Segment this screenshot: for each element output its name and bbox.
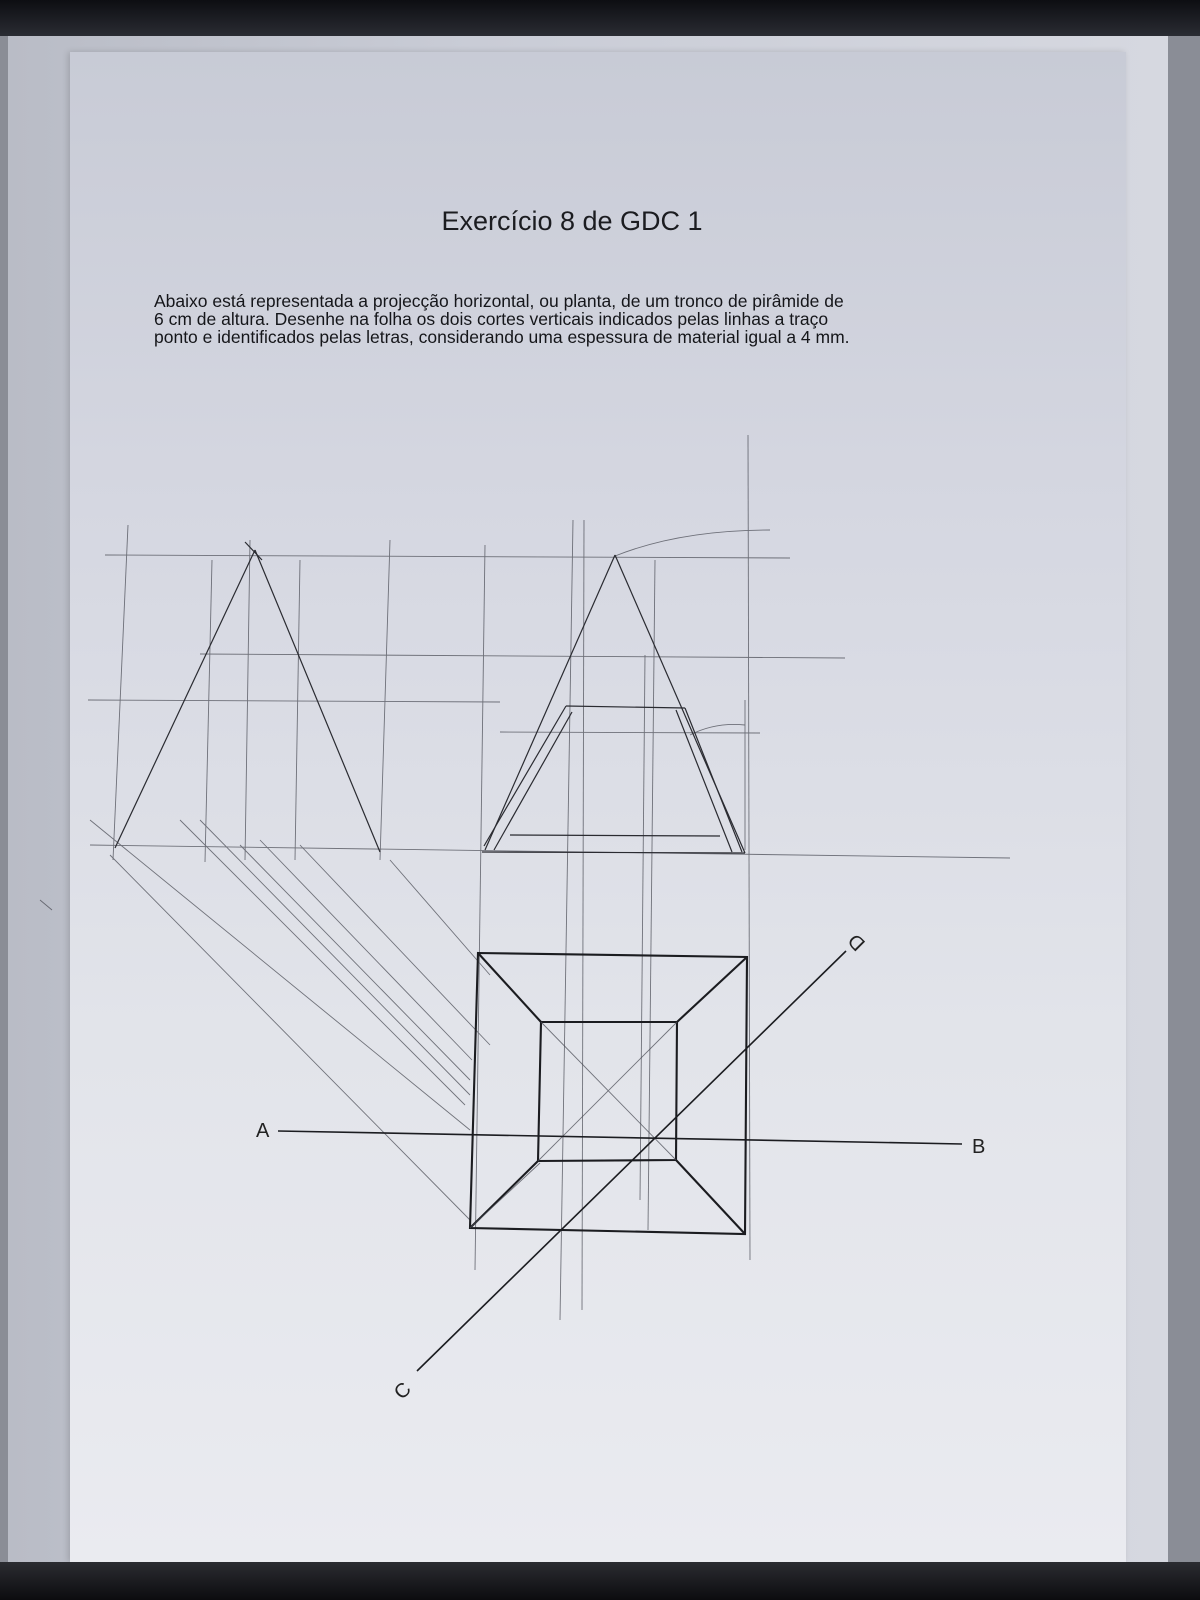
plan-view [470, 953, 747, 1234]
instruction-line-3: ponto e identificados pelas letras, considerando uma espessura de material igual a 4 mm. [154, 327, 850, 347]
label-c: C [389, 1378, 416, 1405]
instruction-line-2: 6 cm de altura. Desenhe na folha os dois cortes verticais indicados pelas linhas a traço [154, 309, 829, 329]
exercise-title: Exercício 8 de GDC 1 [441, 206, 703, 236]
right-elevation [482, 555, 745, 853]
instruction-line-1: Abaixo está representada a projecção horizontal, ou planta, de um tronco de pirâmide de [154, 291, 844, 311]
label-d: D [843, 928, 870, 955]
construction-lines [40, 435, 1010, 1320]
label-b: B [972, 1136, 986, 1158]
label-a: A [256, 1120, 270, 1142]
